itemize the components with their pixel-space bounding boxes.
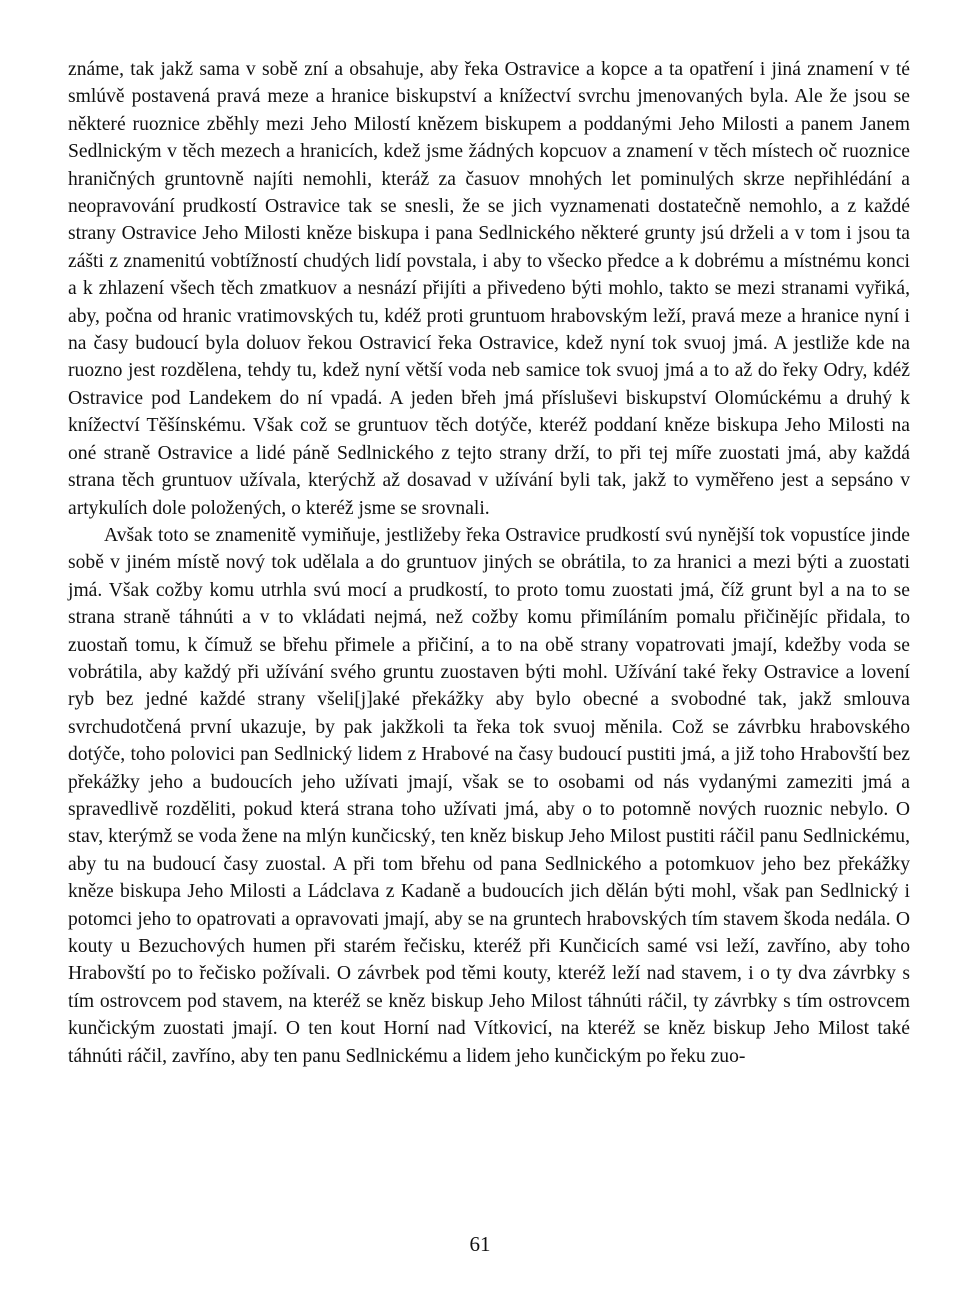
paragraph-1: známe, tak jakž sama v sobě zní a obsahuje, aby řeka Ostravice a kopce a ta opatření i jiná znamení v té smlúvě postavená pravá meze a hranice biskupství a knížectví svrchu jmenovaných byla. Ale že jsou se některé ruoznice zběhly mezi Jeho Milostí knězem biskupem a poddanými Jeho Milosti a panem Janem Sedlnickým v těch mezech a hranicích, kdež jsme žádných kopcuov a znamení v těch místech oč ruoznice hraničných gruntovně najíti nemohli, kteráž za časuov mnohých let pominulých skrze nepřihlédání a neopravování prudkostí Ostravice tak se snesli, že se jich vyznamenati dostatečně nemohlo, a z každé strany Ostravice Jeho Milosti kněze biskupa i pana Sedlnického některé grunty jsú drželi a v tom i jsou ta zášti z znamenitú vobtížností chudých lidí povstala, i aby to všecko předce a k dobrému a místnému konci a k zhlazení všech těch zmatkuov a nesnází přijíti a přivedeno býti mohlo, takto se mezi stranami vyřiká, aby, počna od hranic vratimovských tu, kdéž proti gruntuom hrabovským leží, pravá meze a hranice nyní i na časy budoucí byla doluov řekou Ostravicí řeka Ostravice, kdež nyní tok svuoj jmá. A jestliže kde na ruozno jest rozdělena, tehdy tu, kdež nyní větší voda neb samice tok svuoj jmá a to až do řeky Odry, kdéž Ostravice pod Landekem do ní vpadá. A jeden břeh jmá přísluševi biskupství Olomúckému a druhý k knížectví Těšínskému. Však což se gruntuov těch dotýče, kteréž poddaní kněze biskupa Jeho Milosti na oné straně Ostravice a lidé páně Sedlnického z tejto strany drží, to při tej míře zuostati jmá, aby každá strana těch gruntuov užívala, kterýchž až dosavad v užívání byli tak, jakž to vyměřeno jest a sepsáno v artykulích dole položených, o kteréž jsme se srovnali.: [68, 59, 910, 519]
document-page: [68, 56, 910, 1070]
page-number: 61: [469, 1232, 491, 1256]
paragraph-2: Avšak toto se znamenitě vymiňuje, jestližeby řeka Ostravice prudkostí svú nynější tok vopustíce jinde sobě v jiném místě nový tok udělala a do gruntuov jiných se obrátila, to za hranici a mezi býti a zuostati jmá. Však cožby komu utrhla svú mocí a prudkostí, to proto tomu zuostati jmá, číž grunt byl a na to se strana straně táhnúti a v to vkládati nejmá, než cožby komu přimíláním pomalu přičinějíc přidala, to zuostaň tomu, k čímuž se břehu přimele a přičiní, a to na obě strany vopatrovati jmají, kdežby voda se vobrátila, aby každý při užívání svého gruntu zuostaven býti mohl. Užívání také řeky Ostravice a lovení ryb bez jedné každé strany všeli[j]aké překážky aby bylo obecné a svobodné tak, jakž smlouva svrchudotčená první ukazuje, by pak jakžkoli ta řeka tok svuoj měnila. Což se závrbku hrabovského dotýče, toho polovici pan Sedlnický lidem z Hrabové na časy budoucí pustiti jmá, a již toho Hrabovští bez překážky jeho a budoucích jeho užívati jmají, však se to osobami od nás vydanými zameziti jmá a spravedlivě rozděliti, pokud která strana toho užívati jmá, aby o to potomně nových ruoznic nebylo. O stav, kterýmž se voda žene na mlýn kunčicský, ten kněz biskup Jeho Milost pustiti ráčil panu Sedlnickému, aby tu na budoucí časy zuostal. A při tom břehu od pana Sedlnického a potomkuov jeho bez překážky kněze biskupa Jeho Milosti a Ládclava z Kadaně a budoucích jich dělán býti mohl, však pan Sedlnický i potomci jeho to opatrovati a opravovati jmají, aby se na gruntech hrabovských tím stavem škoda nedála. O kouty u Bezuchových humen při starém řečisku, kteréž při Kunčicích samé vsi leží, zavříno, aby toho Hrabovští po to řečisko požívali. O závrbek pod těmi kouty, kteréž leží nad stavem, i o ty dva závrbky s tím ostrovcem pod stavem, na kteréž se kněz biskup Jeho Milost táhnúti ráčil, ty závrbky s tím ostrovcem kunčickým zuostati jmají. O ten kout Horní nad Vítkovicí, na kteréž se kněz biskup Jeho Milost také táhnúti ráčil, zavříno, aby ten panu Sedlnickému a lidem jeho kunčickým po řeku zuo-: [68, 524, 910, 1067]
